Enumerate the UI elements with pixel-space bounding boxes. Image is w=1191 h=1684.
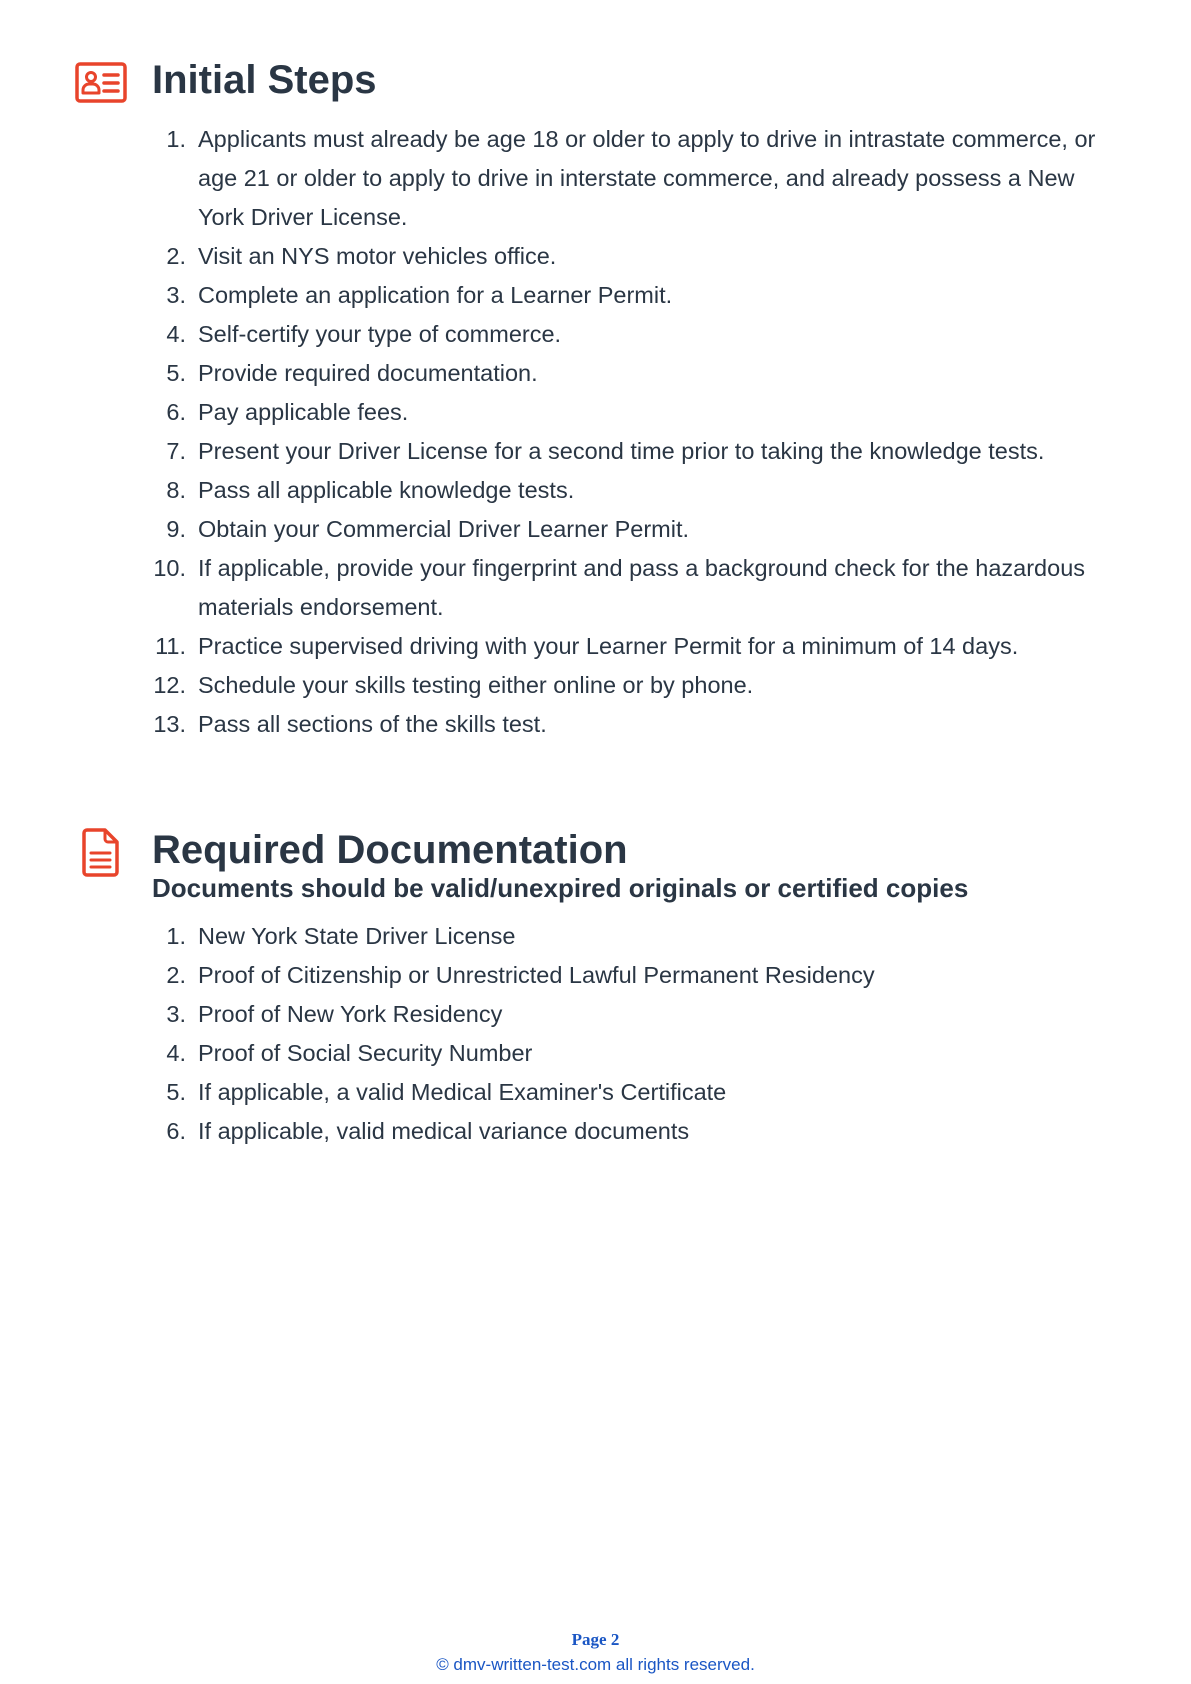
list-item-text: Pass all applicable knowledge tests. (198, 477, 575, 503)
list-item-number: 2. (166, 243, 186, 269)
list-item-text: Complete an application for a Learner Permit. (198, 282, 673, 308)
list-item-text: Proof of Citizenship or Unrestricted Lawful Permanent Residency (198, 962, 875, 988)
list-item (152, 120, 1122, 237)
page-number: Page 2 (571, 1630, 620, 1649)
list-item (152, 354, 1122, 393)
section-title-initial-steps: Initial Steps (152, 58, 377, 102)
required-documentation-list (152, 917, 1122, 1151)
list-item-number: 5. (166, 360, 186, 386)
list-item (152, 956, 1122, 995)
list-item-number: 12. (153, 672, 186, 698)
list-item-number: 1. (166, 923, 186, 949)
list-item-number: 6. (166, 399, 186, 425)
list-item-text: Proof of Social Security Number (198, 1040, 533, 1066)
list-item-number: 9. (166, 516, 186, 542)
list-item-number: 5. (166, 1079, 186, 1105)
list-item (152, 666, 1122, 705)
list-item-number: 8. (166, 477, 186, 503)
list-item-text: New York State Driver License (198, 923, 516, 949)
list-item (152, 237, 1122, 276)
list-item-number: 3. (166, 282, 186, 308)
list-item (152, 510, 1122, 549)
list-item-text: If applicable, a valid Medical Examiner's Certificate (198, 1079, 727, 1105)
list-item-number: 10. (153, 555, 186, 581)
list-item (152, 917, 1122, 956)
list-item-text: Practice supervised driving with your Learner Permit for a minimum of 14 days. (198, 633, 1019, 659)
list-item-text: Proof of New York Residency (198, 1001, 503, 1027)
section-subtitle: Documents should be valid/unexpired originals or certified copies (152, 873, 969, 903)
list-item-number: 11. (155, 633, 186, 659)
list-item-number: 3. (166, 1001, 186, 1027)
list-item (152, 1034, 1122, 1073)
list-item-number: 2. (166, 962, 186, 988)
list-item (152, 1112, 1122, 1151)
list-item (152, 705, 1122, 744)
list-item-number: 4. (166, 1040, 186, 1066)
list-item-text: Present your Driver License for a second time prior to taking the knowledge tests. (198, 438, 1045, 464)
list-item-number: 13. (153, 711, 186, 737)
list-item (152, 276, 1122, 315)
list-item-text: Pass all sections of the skills test. (198, 711, 547, 737)
list-item-text: Pay applicable fees. (198, 399, 409, 425)
list-item-text: If applicable, valid medical variance documents (198, 1118, 690, 1144)
list-item-text: Visit an NYS motor vehicles office. (198, 243, 557, 269)
list-item (152, 315, 1122, 354)
list-item-number: 6. (166, 1118, 186, 1144)
list-item (152, 627, 1122, 666)
list-item-text: Schedule your skills testing either online or by phone. (198, 672, 754, 698)
list-item (152, 393, 1122, 432)
list-item-number: 7. (166, 438, 186, 464)
document-icon (75, 826, 127, 878)
list-item (152, 1073, 1122, 1112)
list-item-text: Applicants must already be age 18 or older to apply to drive in intrastate commerce, or age 21 or older to apply to drive in interstate commerce, and already possess a New York Driver License. (198, 126, 1096, 230)
list-item-text: If applicable, provide your fingerprint and pass a background check for the hazardous materials endorsement. (198, 555, 1086, 620)
list-item (152, 432, 1122, 471)
id-card-icon (75, 57, 127, 109)
copyright-notice: © dmv-written-test.com all rights reserved. (436, 1655, 755, 1674)
list-item (152, 549, 1122, 627)
list-item-text: Self-certify your type of commerce. (198, 321, 562, 347)
list-item-number: 1. (166, 126, 186, 152)
list-item (152, 471, 1122, 510)
list-item (152, 995, 1122, 1034)
list-item-number: 4. (166, 321, 186, 347)
list-item-text: Provide required documentation. (198, 360, 538, 386)
section-title-required-documentation: Required Documentation (152, 828, 628, 872)
initial-steps-list (152, 120, 1122, 744)
list-item-text: Obtain your Commercial Driver Learner Permit. (198, 516, 690, 542)
